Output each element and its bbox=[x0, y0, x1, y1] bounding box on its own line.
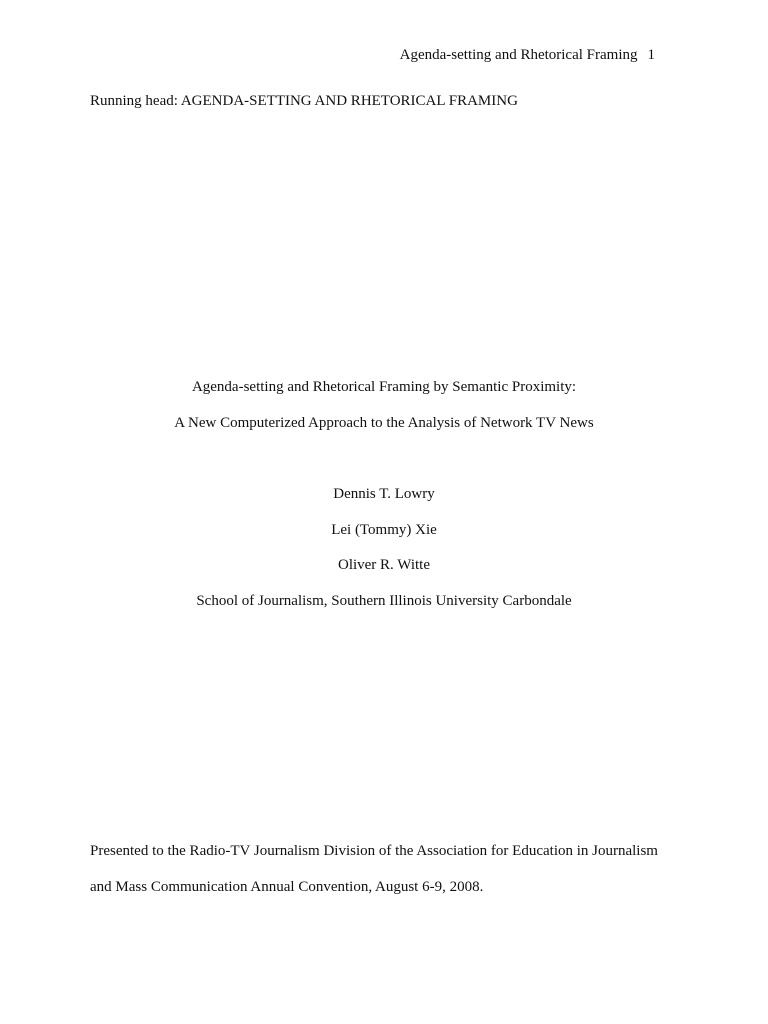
author-name: Dennis T. Lowry bbox=[333, 486, 435, 502]
paper-title bbox=[0, 380, 768, 452]
title-line-2: A New Computerized Approach to the Analysis of Network TV News bbox=[174, 415, 594, 431]
title-line-1: Agenda-setting and Rhetorical Framing by Semantic Proximity: bbox=[191, 379, 577, 395]
presentation-note bbox=[90, 844, 690, 915]
author-affiliation: School of Journalism, Southern Illinois University Carbondale bbox=[196, 593, 572, 610]
header-short-title: Agenda-setting and Rhetorical Framing bbox=[399, 47, 638, 63]
presentation-note-line-1: Presented to the Radio-TV Journalism Division of the Association for Education in Journalism bbox=[90, 843, 658, 859]
running-head: Running head: AGENDA-SETTING AND RHETORICAL FRAMING bbox=[90, 93, 518, 109]
page-header bbox=[400, 48, 655, 63]
presentation-note-line-2: and Mass Communication Annual Convention, August 6-9, 2008. bbox=[90, 878, 484, 895]
author-block bbox=[0, 487, 768, 630]
page-number: 1 bbox=[647, 47, 655, 63]
author-name: Lei (Tommy) Xie bbox=[331, 521, 437, 538]
author-name: Oliver R. Witte bbox=[337, 557, 431, 574]
